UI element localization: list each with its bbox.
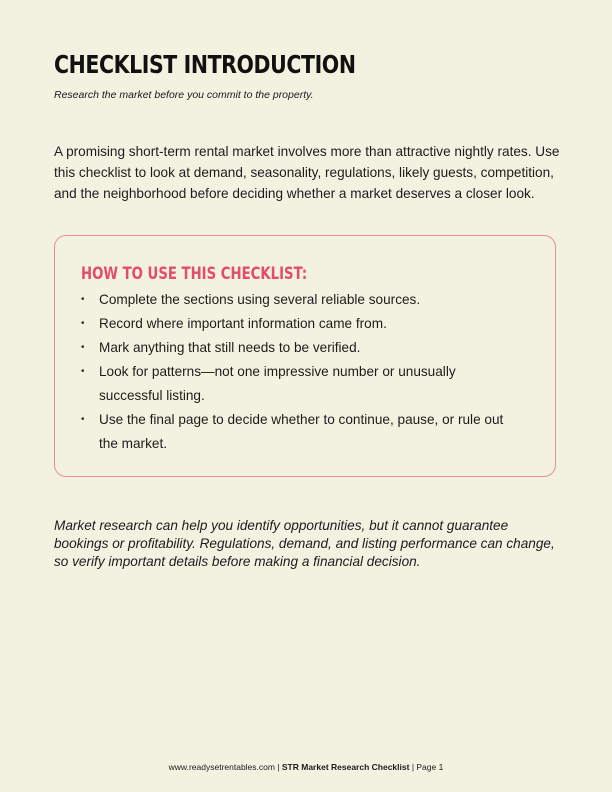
list-item-text: Mark anything that still needs to be verified.	[99, 340, 361, 355]
list-item	[81, 360, 511, 408]
bullet-icon: •	[81, 366, 85, 377]
how-to-use-heading: HOW TO USE THIS CHECKLIST:	[81, 264, 308, 284]
disclaimer-paragraph: Market research can help you identify opportunities, but it cannot guarantee bookings or profitability. Regulations, demand, and listing performance can change, so verify important details before making a financial decision.	[54, 518, 555, 569]
footer-website-link[interactable]: www.readysetrentables.com	[168, 762, 275, 772]
how-to-use-box	[54, 235, 556, 477]
how-to-use-list	[81, 288, 511, 456]
bullet-icon: •	[81, 294, 85, 305]
list-item-text: Use the final page to decide whether to continue, pause, or rule out the market.	[99, 412, 504, 451]
list-item-text: Look for patterns—not one impressive number or unusually successful listing.	[99, 364, 456, 403]
bullet-icon: •	[81, 342, 85, 353]
footer-page-number: Page 1	[416, 762, 444, 772]
list-item	[81, 312, 511, 336]
footer-separator: |	[409, 762, 417, 772]
footer-separator: |	[274, 762, 282, 772]
list-item	[81, 408, 511, 456]
list-item	[81, 336, 511, 360]
bullet-icon: •	[81, 414, 85, 425]
list-item	[81, 288, 511, 312]
footer-document-title: STR Market Research Checklist	[281, 762, 410, 772]
intro-paragraph: A promising short-term rental market involves more than attractive nightly rates. Use this checklist to look at demand, seasonality, regulations, likely guests, competition, and the neighborhood before deciding whether a market deserves a closer look.	[54, 144, 560, 201]
list-item-text: Record where important information came from.	[99, 316, 387, 331]
bullet-icon: •	[81, 318, 85, 329]
list-item-text: Complete the sections using several reliable sources.	[99, 292, 421, 307]
page-subtitle: Research the market before you commit to the property.	[54, 89, 314, 101]
page-title: CHECKLIST INTRODUCTION	[54, 50, 356, 79]
page-footer	[0, 761, 612, 773]
